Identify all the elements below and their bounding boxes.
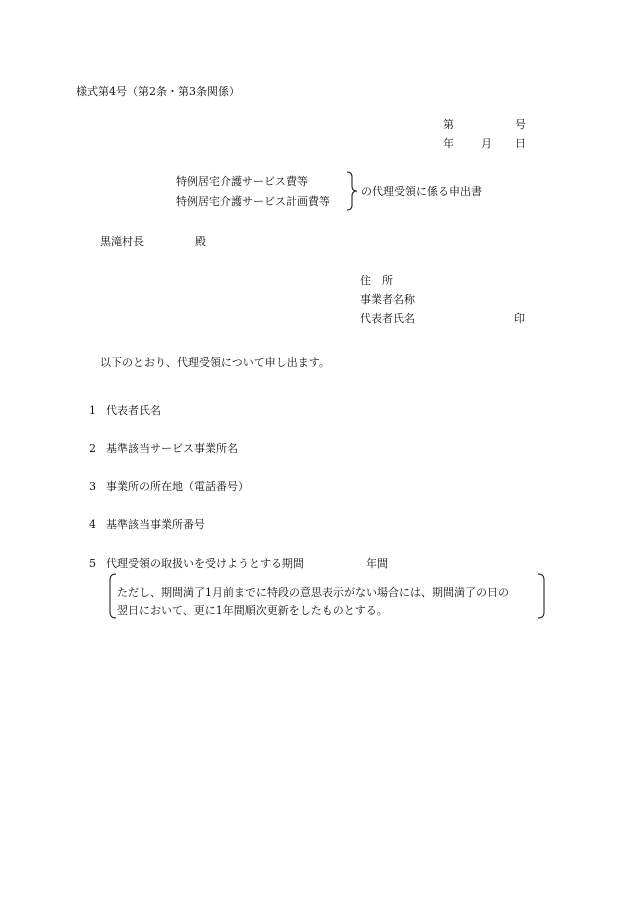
addressee-honorific: 殿 — [195, 235, 206, 248]
item-number: 2 — [89, 442, 96, 455]
note-right-bracket — [536, 573, 546, 619]
item-label: 基準該当サービス事業所名 — [106, 442, 238, 455]
title-right-brace — [345, 171, 359, 211]
applicant-representative-label: 代表者氏名 — [360, 312, 415, 325]
seal-mark: 印 — [514, 312, 525, 325]
item-period-unit: 年間 — [366, 557, 388, 570]
note-line-1: ただし、期間満了1月前までに特段の意思表示がない場合には、期間満了の日の — [117, 586, 509, 599]
date-year: 年 — [443, 137, 454, 150]
number-suffix: 号 — [515, 118, 526, 131]
intro-text: 以下のとおり、代理受領について申し出ます。 — [100, 356, 330, 369]
applicant-address-label: 住 所 — [360, 274, 393, 287]
item-label: 代表者氏名 — [106, 404, 161, 417]
note-line-2: 翌日において、更に1年間順次更新をしたものとする。 — [117, 604, 388, 617]
item-number: 3 — [89, 480, 96, 493]
item-number: 5 — [89, 557, 96, 570]
item-label: 事業所の所在地（電話番号） — [106, 480, 249, 493]
form-label: 様式第4号（第2条・第3条関係） — [76, 85, 240, 98]
item-number: 4 — [89, 518, 96, 531]
date-day: 日 — [515, 137, 526, 150]
title-item-2: 特例居宅介護サービス計画費等 — [176, 195, 330, 208]
title-suffix: の代理受領に係る申出書 — [361, 185, 482, 198]
addressee-name: 黒滝村長 — [100, 235, 144, 248]
item-label: 代理受領の取扱いを受けようとする期間 — [106, 557, 304, 570]
title-item-1: 特例居宅介護サービス費等 — [176, 175, 308, 188]
number-prefix: 第 — [443, 118, 454, 131]
applicant-business-name-label: 事業者名称 — [360, 293, 415, 306]
item-label: 基準該当事業所番号 — [106, 518, 205, 531]
date-month: 月 — [481, 137, 492, 150]
item-number: 1 — [89, 404, 96, 417]
